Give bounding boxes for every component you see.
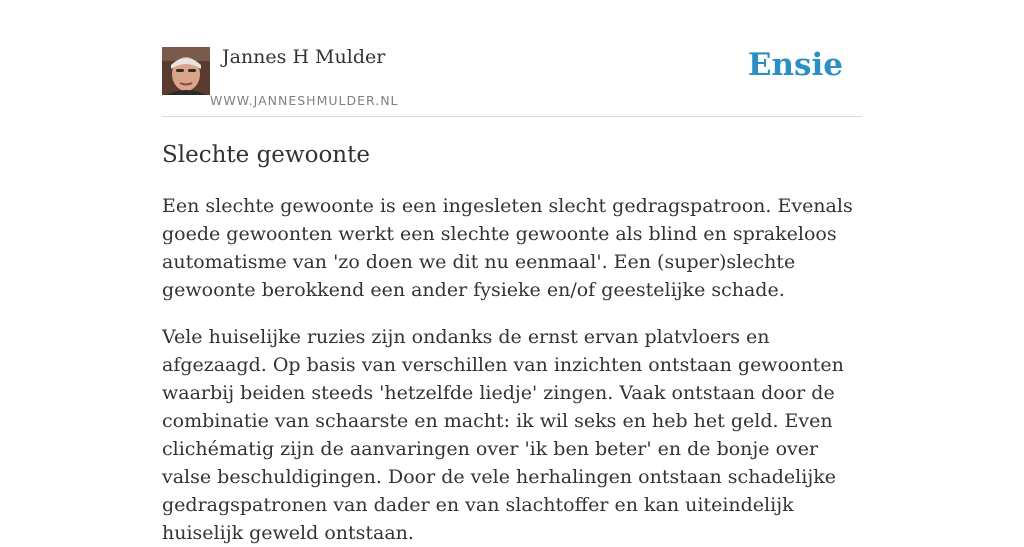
- author-avatar[interactable]: [162, 47, 210, 95]
- person-photo-avatar-icon: [162, 47, 210, 95]
- author-name[interactable]: Jannes H Mulder: [222, 46, 386, 68]
- article-title: Slechte gewoonte: [162, 142, 370, 168]
- article-paragraph: Een slechte gewoonte is een ingesleten slecht gedragspatroon. Evenals goede gewoonten werkt een slechte gewoonte als blind en sprakeloos automatisme van 'zo doen we dit nu eenmaal'. Een (super)slechte gewoonte berokkend een ander fysieke en/of geestelijke schade.: [162, 195, 853, 301]
- page-header: [162, 0, 862, 117]
- article-paragraph: Vele huiselijke ruzies zijn ondanks de ernst ervan platvloers en afgezaagd. Op basis van verschillen van inzichten ontstaan gewoonten waarbij beiden steeds 'hetzelfde liedje' zingen. Vaak ontstaan door de combinatie van schaarste en macht: ik wil seks en heb het geld. Even clichématig zijn de aanvaringen over 'ik ben beter' en de bonje over valse beschuldigingen. Door de vele herhalingen ontstaan schadelijke gedragspatronen van dader en van slachtoffer en kan uiteindelijk huiselijk geweld ontstaan.: [162, 326, 844, 544]
- author-website-link[interactable]: WWW.JANNESHMULDER.NL: [210, 93, 399, 108]
- brand-logo[interactable]: Ensie: [747, 47, 843, 83]
- article: [162, 138, 862, 547]
